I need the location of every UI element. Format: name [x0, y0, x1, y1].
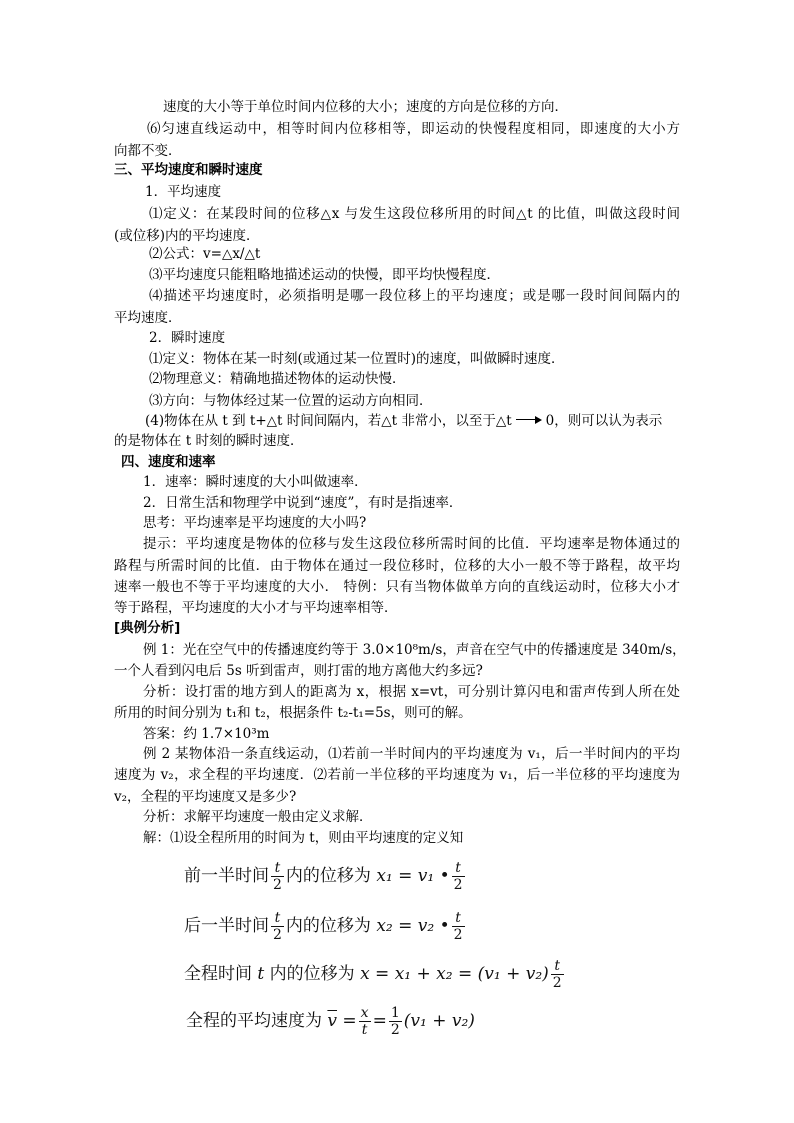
fraction-x-over-t	[359, 1005, 371, 1038]
text-line: 解：⑴设全程所用的时间为 t，则由平均速度的定义知	[143, 830, 464, 846]
fraction-numerator: x	[360, 1005, 369, 1021]
section-heading: 三、平均速度和瞬时速度	[114, 162, 263, 178]
fraction-denominator: 2	[552, 975, 562, 991]
formula-equation: x₂ = v₂ •	[376, 916, 450, 936]
formula-text: 后一半时间	[184, 916, 269, 936]
fraction-numerator: t	[271, 860, 284, 877]
subheading: 1．平均速度	[145, 184, 222, 200]
fraction-denominator: t	[361, 1022, 368, 1038]
formula-text: 全程时间	[184, 964, 252, 984]
text-segment: 0，则可以认为表示	[545, 413, 663, 429]
formula-text: 内的位移为	[285, 916, 371, 936]
text-line: 一个人看到闪电后 5s 听到雷声，则打雷的地方离他大约多远?	[114, 663, 483, 679]
fraction-numerator: t	[452, 860, 465, 877]
arrow-right-icon	[516, 417, 542, 427]
subheading: 2．瞬时速度	[149, 330, 226, 346]
text-line: 速度的大小等于单位时间内位移的大小；速度的方向是位移的方向．	[163, 99, 568, 115]
formula-text: 内的位移为	[285, 866, 371, 886]
formula-equation: x = x₁ + x₂ = (v₁ + v₂)	[360, 964, 549, 984]
fraction-numerator: t	[271, 910, 284, 927]
text-line: 提示：平均速度是物体的位移与发生这段位移所需时间的比值．平均速率是物体通过的	[143, 536, 680, 552]
text-line: 例 2 某物体沿一条直线运动，⑴若前一半时间内的平均速度为 v₁，后一半时间内的平均	[143, 746, 680, 762]
text-line: 速率一般也不等于平均速度的大小． 特例：只有当物体做单方向的直线运动时，位移大小才	[114, 579, 680, 595]
text-line: 速度为 v₂，求全程的平均速度．⑵若前一半位移的平均速度为 v₁，后一半位移的平均速度为	[114, 767, 680, 783]
fraction-denominator: 2	[390, 1022, 400, 1038]
fraction-numerator: 1	[390, 1005, 400, 1021]
formula-average-velocity	[186, 1005, 475, 1038]
average-velocity-symbol: $\overline{v}$	[327, 1011, 338, 1031]
text-line: ⑴定义：在某段时间的位移△x 与发生这段位移所用的时间△t 的比值，叫做这段时间	[149, 206, 680, 222]
fraction-t-over-2	[271, 860, 284, 893]
text-line: 平均速度．	[114, 310, 182, 326]
formula-total-displacement	[184, 958, 566, 991]
formula-equation: x₁ = v₁ •	[376, 866, 450, 886]
text-line: 等于路程，平均速度的大小才与平均速率相等．	[114, 600, 398, 616]
text-line: 路程与所需时间的比值．由于物体在通过一段位移时，位移的大小一般不等于路程，故平均	[114, 558, 680, 574]
text-segment: (4)物体在从 t 到 t+△t 时间间隔内，若△t 非常小，以至于△t	[145, 413, 512, 429]
fraction-1-over-2	[389, 1005, 402, 1038]
text-line: 1．速率：瞬时速度的大小叫做速率．	[143, 474, 368, 490]
formula-first-half-displacement	[184, 860, 467, 893]
text-line: 例 1：光在空气中的传播速度约等于 3.0×10⁸m/s，声音在空气中的传播速度是 340m/s，	[143, 642, 686, 658]
text-line: 分析：设打雷的地方到人的距离为 x，根据 x=vt，可分别计算闪电和雷声传到人所在处	[143, 684, 680, 700]
formula-operator: =	[372, 1011, 387, 1031]
text-line: 的是物体在 t 时刻的瞬时速度．	[114, 433, 304, 449]
fraction-denominator: 2	[453, 877, 463, 893]
fraction-t-over-2	[271, 910, 284, 943]
formula-text: 内的位移为	[269, 964, 355, 984]
formula-second-half-displacement	[184, 910, 467, 943]
text-line: 向都不变．	[114, 143, 182, 159]
text-line: 分析：求解平均速度一般由定义求解．	[143, 809, 373, 825]
text-line: 2．日常生活和物理学中说到“速度”，有时是指速率．	[143, 495, 463, 511]
text-line: ⑶方向：与物体经过某一位置的运动方向相同．	[149, 393, 433, 409]
text-line: 所用的时间分别为 t₁和 t₂，根据条件 t₂-t₁=5s，则可的解。	[114, 705, 472, 721]
fraction-t-over-2	[551, 958, 564, 991]
formula-operator: =	[342, 1011, 357, 1031]
text-line: ⑵公式：v=△x/△t	[149, 246, 261, 262]
fraction-t-over-2	[452, 860, 465, 893]
text-line: ⑵物理意义：精确地描述物体的运动快慢．	[149, 371, 406, 387]
text-line: ⑴定义：物体在某一时刻(或通过某一位置时)的速度，叫做瞬时速度．	[149, 351, 565, 367]
formula-text: 全程的平均速度为	[186, 1011, 322, 1031]
fraction-numerator: t	[551, 958, 564, 975]
fraction-denominator: 2	[273, 927, 282, 943]
text-line: v₂，全程的平均速度又是多少?	[114, 789, 297, 805]
formula-text: 前一半时间	[184, 866, 269, 886]
fraction-denominator: 2	[273, 877, 282, 893]
fraction-t-over-2	[452, 910, 465, 943]
formula-variable: t	[257, 964, 265, 984]
formula-equation: (v₁ + v₂)	[403, 1011, 475, 1031]
text-line: (或位移)内的平均速度．	[114, 228, 260, 244]
section-heading: [典例分析]	[114, 620, 181, 636]
section-heading: 四、速度和速率	[121, 454, 216, 470]
text-line: 思考：平均速率是平均速度的大小吗?	[143, 515, 367, 531]
fraction-denominator: 2	[453, 927, 463, 943]
text-line: ⑹匀速直线运动中，相等时间内位移相等，即运动的快慢程度相同，即速度的大小方	[147, 121, 680, 137]
answer-line: 答案：约 1.7×10³m	[143, 726, 270, 742]
text-line: ⑷描述平均速度时，必须指明是哪一段位移上的平均速度；或是哪一段时间间隔内的	[149, 288, 680, 304]
text-line: ⑶平均速度只能粗略地描述运动的快慢，即平均快慢程度．	[149, 267, 500, 283]
fraction-numerator: t	[452, 910, 465, 927]
